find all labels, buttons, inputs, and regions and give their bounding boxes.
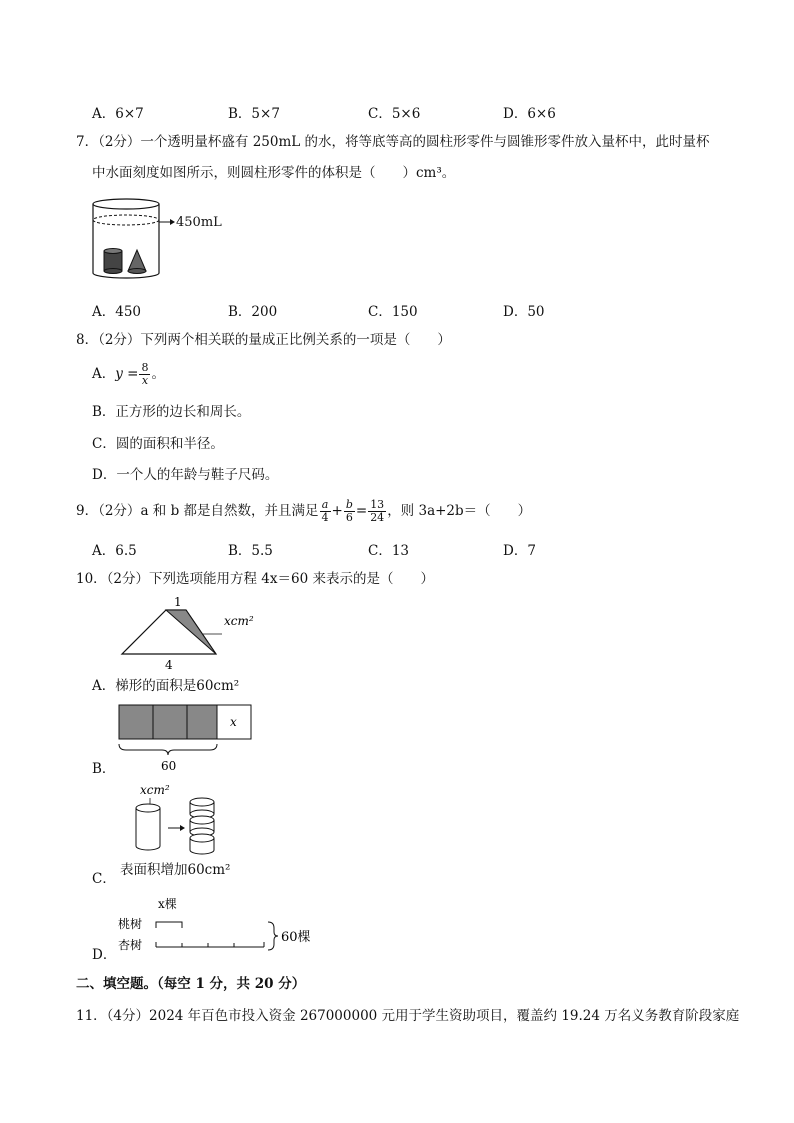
q7-option-d: D．50 xyxy=(503,304,545,320)
q10-d-total-label: 60棵 xyxy=(281,930,311,945)
q9-option-a: A．6.5 xyxy=(92,543,137,559)
q10-a-area-label: xcm² xyxy=(224,614,254,628)
q10-d-x-label: x棵 xyxy=(158,897,177,911)
q10-option-d: D． xyxy=(92,947,117,963)
q6-option-c: C．5×6 xyxy=(368,106,421,122)
q9-option-b: B．5.5 xyxy=(228,543,273,559)
q10-a-trapezoid-figure xyxy=(118,594,258,674)
q7-option-a: A．450 xyxy=(92,304,142,320)
q8-option-d: D．一个人的年龄与鞋子尺码。 xyxy=(92,467,279,483)
q10-d-peach-label: 桃树 xyxy=(118,917,143,931)
q7-figure-label: 450mL xyxy=(176,215,222,230)
q8-stem: 8．（2分）下列两个相关联的量成正比例关系的一项是（ ） xyxy=(76,332,451,348)
q10-c-area-label: xcm² xyxy=(140,783,170,797)
q6-option-a: A．6×7 xyxy=(92,106,144,122)
q10-c-cylinder-figure xyxy=(130,780,240,860)
q10-a-bottom-label: 4 xyxy=(165,658,173,672)
q7-measuring-cup-figure xyxy=(88,196,228,286)
q7-option-c: C．150 xyxy=(368,304,418,320)
q9-option-c: C．13 xyxy=(368,543,410,559)
q6-option-d: D．6×6 xyxy=(503,106,556,122)
q10-option-b: B． xyxy=(92,761,116,777)
q8-option-a: A．y = $\frac{8}{x}$ 。 xyxy=(92,361,165,387)
q8-option-c: C．圆的面积和半径。 xyxy=(92,436,224,452)
q7-option-b: B．200 xyxy=(228,304,278,320)
section2-title: 二、填空题。（每空 1 分，共 20 分） xyxy=(76,976,306,992)
q10-b-bar-figure xyxy=(118,704,258,774)
q10-b-total-label: 60 xyxy=(161,759,177,773)
q7-stem-line2: 中水面刻度如图所示，则圆柱形零件的体积是（ ）cm³。 xyxy=(92,165,456,181)
q10-d-segment-figure xyxy=(118,894,328,964)
q10-b-x-label: x xyxy=(230,715,237,729)
q6-option-b: B．5×7 xyxy=(228,106,280,122)
q8-option-b: B．正方形的边长和周长。 xyxy=(92,404,251,420)
q10-stem: 10．（2分）下列选项能用方程 4x＝60 来表示的是（ ） xyxy=(76,571,434,587)
q10-option-c: C． xyxy=(92,871,116,887)
q11-stem-line1: 11．（4分）2024 年百色市投入资金 267000000 元用于学生资助项目，覆盖约 19.24 万名义务教育阶段家庭 xyxy=(76,1008,740,1024)
q10-d-apricot-label: 杏树 xyxy=(118,938,143,952)
q9-stem: 9．（2分）a 和 b 都是自然数，并且满足 $\frac{a}{4}$ + $\frac{b}{6}$ = $\frac{13}{24}$ ，则 3a+2b＝（ ） xyxy=(76,498,532,524)
q10-a-top-label: 1 xyxy=(174,595,182,609)
q10-option-a: A．梯形的面积是60cm² xyxy=(92,678,240,694)
q10-c-caption: 表面积增加60cm² xyxy=(120,862,231,878)
q9-option-d: D．7 xyxy=(503,543,536,559)
q7-stem-line1: 7．（2分）一个透明量杯盛有 250mL 的水，将等底等高的圆柱形零件与圆锥形零件放入量杯中，此时量杯 xyxy=(76,134,710,150)
